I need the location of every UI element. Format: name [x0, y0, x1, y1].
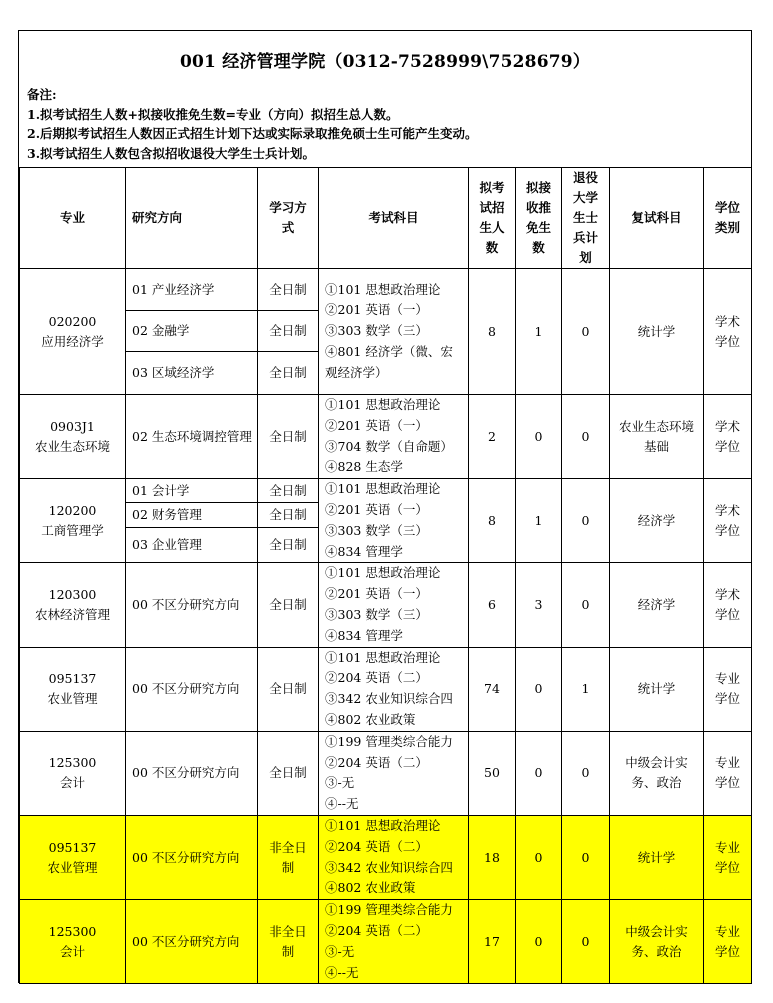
veteran-cell: 1	[562, 647, 610, 731]
exam-cell	[319, 269, 469, 395]
exam-item: ④802 农业政策	[325, 880, 416, 896]
exam-cell	[319, 900, 469, 984]
major-cell	[20, 815, 126, 899]
exam-item: ②204 英语（二）	[325, 670, 428, 686]
table-row	[20, 647, 752, 731]
mode-cell: 全日制	[258, 311, 319, 352]
page-title: 001 经济管理学院（0312-7528999\7528679）	[180, 52, 590, 72]
direction-cell: 00 不区分研究方向	[126, 563, 258, 647]
exam-item: ④834 管理学	[325, 627, 403, 643]
exempt-cell: 1	[516, 479, 562, 563]
veteran-cell: 0	[562, 563, 610, 647]
major-code: 095137	[48, 671, 97, 687]
exam-item: ②201 英语（一）	[325, 501, 428, 517]
exempt-cell: 3	[516, 563, 562, 647]
header-major: 专业	[20, 168, 126, 269]
major-cell	[20, 395, 126, 479]
major-name: 农业管理	[47, 691, 98, 707]
major-code: 125300	[48, 923, 97, 939]
degree-cell: 专业学位	[704, 900, 752, 984]
header-direction: 研究方向	[126, 168, 258, 269]
direction-cell: 03 企业管理	[126, 528, 258, 563]
exam-item: ③303 数学（三）	[325, 522, 428, 538]
exam-item: ①101 思想政治理论	[325, 565, 441, 581]
note-item: 2.后期拟考试招生人数因正式招生计划下达或实际录取推免硕士生可能产生变动。	[27, 126, 478, 141]
direction-cell: 00 不区分研究方向	[126, 900, 258, 984]
mode-cell: 全日制	[258, 395, 319, 479]
exam-item: ④--无	[325, 796, 359, 812]
major-cell	[20, 479, 126, 563]
quota-cell: 17	[469, 900, 516, 984]
exempt-cell: 0	[516, 900, 562, 984]
exam-item: ④802 农业政策	[325, 711, 416, 727]
major-name: 会计	[59, 775, 85, 791]
degree-cell: 学术学位	[704, 479, 752, 563]
exam-cell	[319, 647, 469, 731]
mode-cell: 全日制	[258, 503, 319, 528]
major-name: 农林经济管理	[34, 606, 110, 622]
major-cell	[20, 269, 126, 395]
table-row	[20, 900, 752, 984]
header-exam: 考试科目	[319, 168, 469, 269]
mode-cell: 非全日制	[258, 900, 319, 984]
exempt-cell: 1	[516, 269, 562, 395]
major-cell	[20, 731, 126, 815]
exam-cell	[319, 479, 469, 563]
major-cell	[20, 563, 126, 647]
header-veteran: 退役大学生士兵计划	[562, 168, 610, 269]
major-code: 120200	[48, 502, 97, 518]
exempt-cell: 0	[516, 731, 562, 815]
quota-cell: 8	[469, 269, 516, 395]
direction-cell: 02 财务管理	[126, 503, 258, 528]
major-name: 农业管理	[47, 859, 98, 875]
major-code: 120300	[48, 586, 97, 602]
mode-cell: 全日制	[258, 563, 319, 647]
quota-cell: 50	[469, 731, 516, 815]
mode-cell: 全日制	[258, 528, 319, 563]
veteran-cell: 0	[562, 731, 610, 815]
exam-item: ②201 英语（一）	[325, 417, 428, 433]
retest-cell: 统计学	[610, 269, 704, 395]
retest-cell: 中级会计实务、政治	[610, 900, 704, 984]
exam-item: ①101 思想政治理论	[325, 397, 441, 412]
retest-cell: 中级会计实务、政治	[610, 731, 704, 815]
quota-cell: 2	[469, 395, 516, 479]
degree-cell: 专业学位	[704, 731, 752, 815]
exam-item: ④834 管理学	[325, 543, 403, 559]
exempt-cell: 0	[516, 647, 562, 731]
quota-cell: 8	[469, 479, 516, 563]
veteran-cell: 0	[562, 479, 610, 563]
exam-cell	[319, 815, 469, 899]
direction-cell: 03 区域经济学	[126, 352, 258, 395]
degree-cell: 学术学位	[704, 563, 752, 647]
header-exempt: 拟接收推免生数	[516, 168, 562, 269]
direction-cell: 00 不区分研究方向	[126, 815, 258, 899]
exam-item: ②201 英语（一）	[325, 302, 428, 318]
table-body	[20, 269, 752, 984]
exam-item: ④801 经济学（微、宏观经济学）	[325, 343, 453, 380]
exam-item: ④--无	[325, 964, 359, 980]
header-mode: 学习方式	[258, 168, 319, 269]
notes-heading: 备注:	[27, 87, 57, 102]
exam-item: ①199 管理类综合能力	[325, 902, 453, 918]
table-row	[20, 815, 752, 899]
retest-cell: 经济学	[610, 479, 704, 563]
mode-cell: 全日制	[258, 731, 319, 815]
direction-cell: 01 产业经济学	[126, 269, 258, 311]
direction-cell: 01 会计学	[126, 479, 258, 503]
major-name: 工商管理学	[41, 522, 104, 538]
degree-cell: 专业学位	[704, 647, 752, 731]
notes-block	[27, 85, 478, 163]
retest-cell: 经济学	[610, 563, 704, 647]
header-retest: 复试科目	[610, 168, 704, 269]
note-item: 3.拟考试招生人数包含拟招收退役大学生士兵计划。	[27, 145, 316, 161]
exam-item: ③-无	[325, 775, 355, 791]
direction-cell: 02 金融学	[126, 311, 258, 352]
table-row	[20, 731, 752, 815]
retest-cell: 农业生态环境基础	[610, 395, 704, 479]
major-code: 020200	[48, 313, 97, 329]
veteran-cell: 0	[562, 395, 610, 479]
exam-cell	[319, 563, 469, 647]
table-row	[20, 563, 752, 647]
table-row	[20, 479, 752, 503]
mode-cell: 全日制	[258, 269, 319, 311]
exam-cell	[319, 731, 469, 815]
header-row	[20, 168, 752, 269]
mode-cell: 非全日制	[258, 815, 319, 899]
quota-cell: 18	[469, 815, 516, 899]
degree-cell: 专业学位	[704, 815, 752, 899]
degree-cell: 学术学位	[704, 395, 752, 479]
exam-item: ①101 思想政治理论	[325, 481, 441, 497]
exam-item: ①101 思想政治理论	[325, 817, 441, 833]
exam-item: ③342 农业知识综合四	[325, 691, 453, 707]
veteran-cell: 0	[562, 815, 610, 899]
exam-item: ①101 思想政治理论	[325, 281, 441, 297]
quota-cell: 74	[469, 647, 516, 731]
admissions-table	[19, 167, 752, 984]
mode-cell: 全日制	[258, 352, 319, 395]
table-row	[20, 395, 752, 479]
mode-cell: 全日制	[258, 647, 319, 731]
major-name: 应用经济学	[41, 333, 104, 349]
header-exam-quota: 拟考试招生人数	[469, 168, 516, 269]
exam-item: ②204 英语（二）	[325, 754, 428, 770]
retest-cell: 统计学	[610, 647, 704, 731]
admissions-sheet	[18, 30, 752, 983]
major-name: 农业生态环境	[34, 438, 110, 454]
exam-item: ③704 数学（自命题）	[325, 438, 453, 454]
major-name: 会计	[59, 943, 85, 959]
exempt-cell: 0	[516, 815, 562, 899]
exam-item: ①199 管理类综合能力	[325, 733, 453, 749]
note-item: 1.拟考试招生人数+拟接收推免生数=专业（方向）拟招生总人数。	[27, 106, 399, 122]
exam-item: ④828 生态学	[325, 459, 403, 475]
major-cell	[20, 900, 126, 984]
exam-item: ③303 数学（三）	[325, 323, 428, 339]
veteran-cell: 0	[562, 900, 610, 984]
exam-item: ②204 英语（二）	[325, 838, 428, 854]
table-row	[20, 269, 752, 311]
retest-cell: 统计学	[610, 815, 704, 899]
header-degree: 学位类别	[704, 168, 752, 269]
major-code: 0903J1	[50, 418, 95, 434]
major-cell	[20, 647, 126, 731]
exam-cell	[319, 395, 469, 479]
exempt-cell: 0	[516, 395, 562, 479]
exam-item: ②201 英语（一）	[325, 586, 428, 602]
major-code: 095137	[48, 839, 97, 855]
exam-item: ①101 思想政治理论	[325, 649, 441, 665]
mode-cell: 全日制	[258, 479, 319, 503]
major-code: 125300	[48, 755, 97, 771]
exam-item: ②204 英语（二）	[325, 922, 428, 938]
exam-item: ③342 农业知识综合四	[325, 859, 453, 875]
degree-cell: 学术学位	[704, 269, 752, 395]
direction-cell: 00 不区分研究方向	[126, 647, 258, 731]
direction-cell: 00 不区分研究方向	[126, 731, 258, 815]
exam-item: ③-无	[325, 943, 355, 959]
quota-cell: 6	[469, 563, 516, 647]
direction-cell: 02 生态环境调控管理	[126, 395, 258, 479]
exam-item: ③303 数学（三）	[325, 606, 428, 622]
veteran-cell: 0	[562, 269, 610, 395]
